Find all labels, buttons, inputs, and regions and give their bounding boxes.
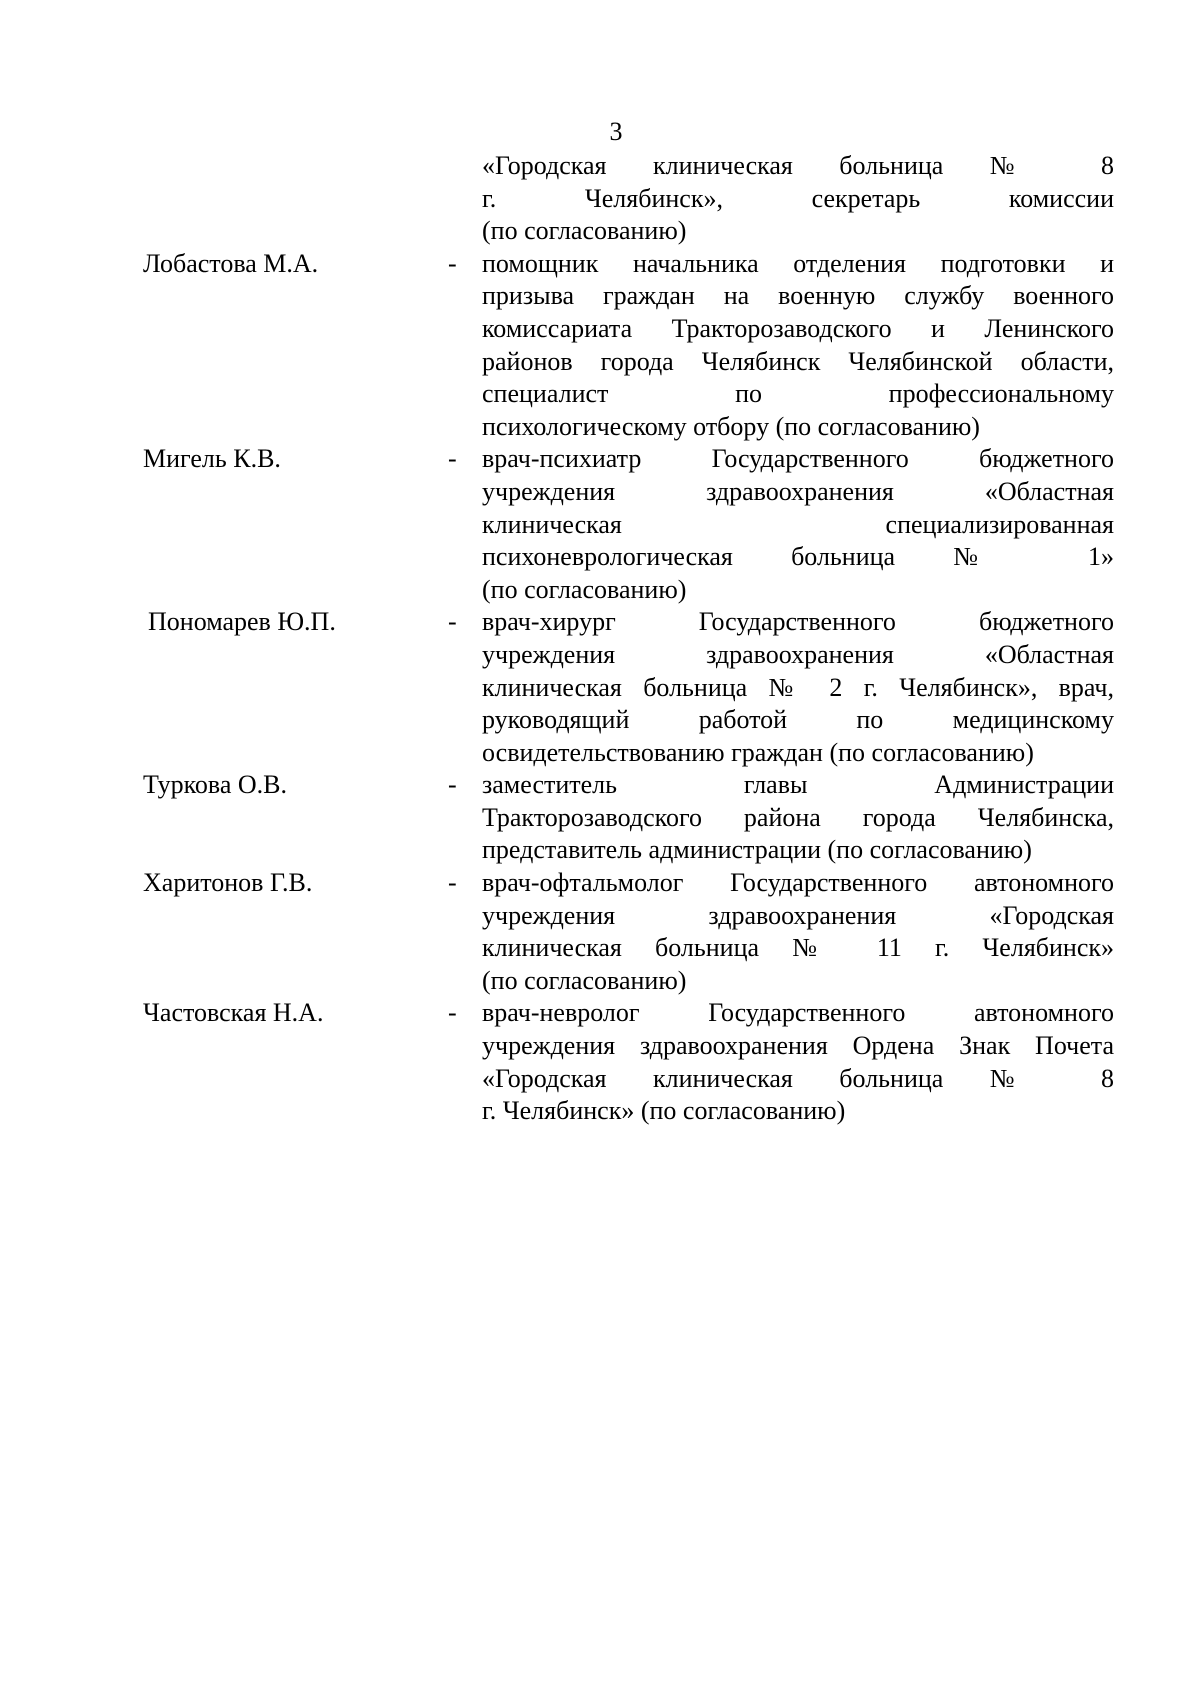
description-line: клиническая специализированная [482, 509, 1114, 539]
commission-members-list [0, 150, 1200, 1128]
member-name: Лобастова М.А. [143, 248, 319, 278]
description-line: освидетельствованию граждан (по согласованию) [482, 737, 1034, 767]
member-name: Туркова О.В. [143, 770, 287, 800]
member-description [482, 248, 1114, 444]
description-line: заместитель главы Администрации [482, 770, 1114, 800]
dash-separator: - [448, 770, 457, 800]
member-description [482, 606, 1114, 769]
member-name: Частовская Н.А. [143, 998, 324, 1028]
member-name: Харитонов Г.В. [143, 868, 313, 898]
description-line: районов города Челябинск Челябинской области, [482, 346, 1114, 376]
description-line: г. Челябинск», секретарь комиссии [482, 183, 1114, 213]
continuation-entry [0, 150, 1200, 248]
description-line: «Городская клиническая больница № 8 [482, 151, 1114, 180]
description-line: представитель администрации (по согласованию) [482, 835, 1032, 865]
member-name: Пономарев Ю.П. [148, 607, 336, 637]
member-description [482, 997, 1114, 1127]
description-line: врач-хирург Государственного бюджетного [482, 607, 1114, 637]
description-line: врач-невролог Государственного автономного [482, 998, 1114, 1028]
description-line: специалист по профессиональному [482, 379, 1114, 409]
description-line: комиссариата Тракторозаводского и Ленинского [482, 313, 1114, 343]
dash-separator: - [448, 248, 457, 278]
description-line: учреждения здравоохранения Ордена Знак Почета [482, 1031, 1114, 1061]
description-line: клиническая больница № 2 г. Челябинск», врач, [482, 672, 1114, 702]
member-entry-turkova [0, 769, 1200, 867]
member-name: Мигель К.В. [143, 444, 281, 474]
description-line: учреждения здравоохранения «Областная [482, 476, 1114, 506]
description-line: клиническая больница № 11 г. Челябинск» [482, 933, 1114, 963]
description-line: психоневрологическая больница № 1» [482, 542, 1114, 572]
description-line: врач-психиатр Государственного бюджетного [482, 444, 1114, 474]
description-line: (по согласованию) [482, 216, 687, 246]
dash-separator: - [448, 607, 457, 637]
description-line: учреждения здравоохранения «Городская [482, 900, 1114, 930]
description-line: «Городская клиническая больница № 8 [482, 1063, 1114, 1093]
description-line: психологическому отбору (по согласованию) [482, 411, 980, 441]
member-entry-ponomarev [0, 606, 1200, 769]
member-description [482, 769, 1114, 867]
description-line: Тракторозаводского района города Челябинска, [482, 802, 1114, 832]
member-entry-chastovskaya [0, 997, 1200, 1127]
member-entry-kharitonov [0, 867, 1200, 997]
description-line: (по согласованию) [482, 574, 687, 604]
dash-separator: - [448, 998, 457, 1028]
member-description [482, 150, 1114, 248]
member-description [482, 867, 1114, 997]
member-description [482, 443, 1114, 606]
description-line: помощник начальника отделения подготовки и [482, 248, 1114, 278]
description-line: призыва граждан на военную службу военного [482, 281, 1114, 311]
member-entry-lobastova [0, 248, 1200, 444]
dash-separator: - [448, 444, 457, 474]
member-entry-migel [0, 443, 1200, 606]
description-line: (по согласованию) [482, 965, 687, 995]
description-line: врач-офтальмолог Государственного автономного [482, 868, 1114, 898]
description-line: г. Челябинск» (по согласованию) [482, 1096, 846, 1126]
description-line: руководящий работой по медицинскому [482, 705, 1114, 735]
dash-separator: - [448, 868, 457, 898]
description-line: учреждения здравоохранения «Областная [482, 639, 1114, 669]
page-number: 3 [609, 117, 623, 146]
